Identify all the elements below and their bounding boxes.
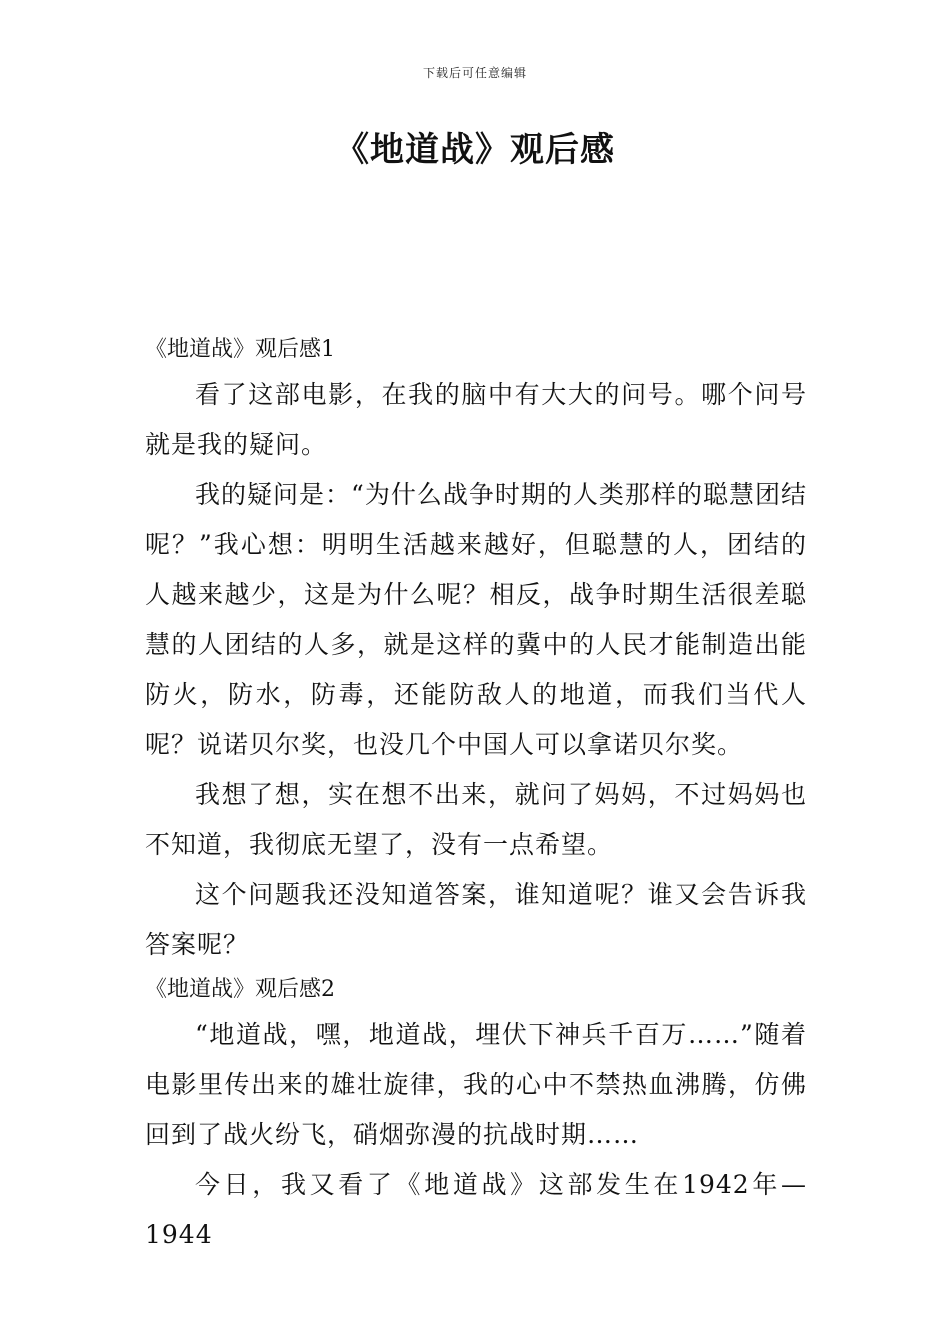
document-title: 《地道战》观后感 — [335, 130, 615, 170]
paragraph: 看了这部电影，在我的脑中有大大的问号。哪个问号就是我的疑问。 — [145, 380, 807, 459]
paragraph: 今日，我又看了《地道战》这部发生在1942年—1944 — [145, 1170, 807, 1249]
paragraph: 我想了想，实在想不出来，就问了妈妈，不过妈妈也不知道，我彻底无望了，没有一点希望。 — [145, 780, 807, 859]
section-heading: 《地道战》观后感1 — [145, 337, 335, 362]
section-1 — [145, 330, 807, 970]
section-2 — [145, 970, 807, 1260]
paragraph: 这个问题我还没知道答案，谁知道呢？谁又会告诉我答案呢？ — [145, 880, 807, 959]
section-heading: 《地道战》观后感2 — [145, 977, 335, 1002]
paragraph: 我的疑问是：“为什么战争时期的人类那样的聪慧团结呢？”我心想：明明生活越来越好，但聪慧的人，团结的人越来越少，这是为什么呢？相反，战争时期生活很差聪慧的人团结的人多，就是这样的冀中的人民才能制造出能防火，防水，防毒，还能防敌人的地道，而我们当代人呢？说诺贝尔奖，也没几个中国人可以拿诺贝尔奖。 — [145, 480, 807, 759]
document-body — [145, 330, 807, 1260]
paragraph: “地道战，嘿，地道战，埋伏下神兵千百万……”随着电影里传出来的雄壮旋律，我的心中不禁热血沸腾，仿佛回到了战火纷飞，硝烟弥漫的抗战时期…… — [145, 1020, 807, 1149]
header-note: 下载后可任意编辑 — [422, 66, 527, 80]
